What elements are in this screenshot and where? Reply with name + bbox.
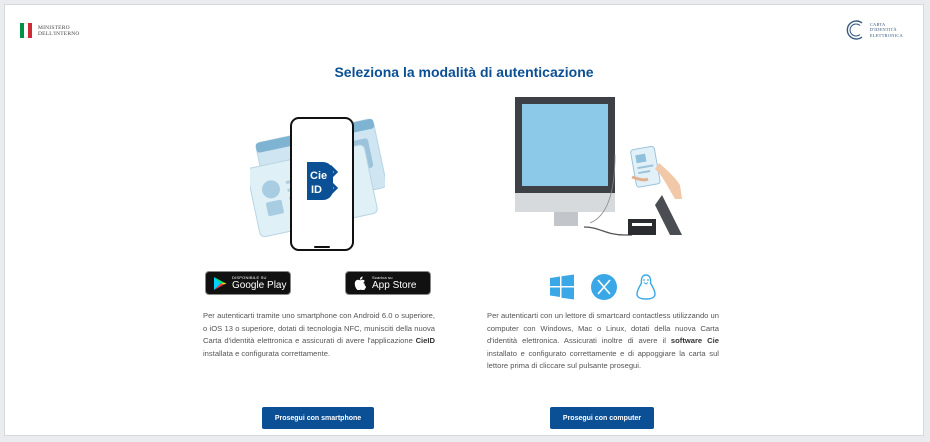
ministry-line2: DELL'INTERNO (38, 30, 80, 37)
cie-logo (845, 19, 903, 41)
computer-desc-part2: installato e configurato correttamente e di appoggiare la carta sul lettore prima di cliccare sul pulsante prosegui. (487, 348, 719, 370)
cie-logo-text (870, 22, 903, 39)
cieid-app-label-top: Cie (310, 170, 328, 182)
app-store-small-text: Scarica su (372, 274, 393, 280)
proceed-computer-button[interactable]: Prosegui con computer (550, 407, 654, 429)
google-play-badge[interactable] (205, 271, 291, 295)
computer-reader-illustration (510, 95, 685, 245)
google-play-big-text: Google Play (232, 279, 287, 291)
ministry-logo (20, 23, 80, 38)
os-icons (548, 273, 668, 303)
smartphone-description (203, 310, 435, 360)
smartphone-desc-part1: Per autenticarti tramite uno smartphone con Android 6.0 o superiore, o iOS 13 o superiore, dotati di tecnologia NFC, munisciti della nuova Carta d'identità elettronica e assicurati di avere l'applicazione (203, 311, 435, 345)
computer-desc-part1: Per autenticarti con un lettore di smartcard contactless utilizzando un computer con Windows, Mac o Linux, dotati della nuova Carta d'identità elettronica. Assicurati inoltre di avere il (487, 311, 719, 345)
proceed-smartphone-button[interactable]: Prosegui con smartphone (262, 407, 374, 429)
ministry-line1: MINISTERO (38, 24, 70, 31)
smartphone-desc-bold: CieID (415, 336, 435, 345)
page-title: Seleziona la modalità di autenticazione (334, 64, 594, 80)
cie-c-icon (845, 19, 867, 41)
macos-x-icon (590, 273, 618, 301)
ministry-name (38, 25, 80, 37)
computer-description (487, 310, 719, 373)
phone-card-illustration (250, 100, 385, 255)
cie-line2: D'IDENTITÀ (869, 27, 897, 33)
computer-desc-bold: software Cie (670, 336, 719, 345)
app-store-big-text: App Store (372, 279, 417, 291)
cieid-app-icon (307, 162, 336, 200)
cieid-app-label-bottom: ID (311, 184, 322, 196)
page-frame (4, 4, 924, 436)
linux-tux-icon (632, 273, 660, 301)
store-badges (205, 271, 433, 295)
apple-icon (351, 274, 369, 292)
google-play-icon (211, 274, 229, 292)
google-play-small-text: DISPONIBILE SU (232, 274, 267, 280)
app-store-badge[interactable] (345, 271, 431, 295)
cie-line3: ELETTRONICA (869, 32, 903, 38)
header (5, 5, 923, 55)
smartphone-desc-part2: installata e configurata correttamente. (203, 348, 331, 358)
windows-icon (548, 273, 576, 301)
italian-flag-icon (20, 23, 32, 38)
cie-line1: CARTA (869, 21, 886, 27)
